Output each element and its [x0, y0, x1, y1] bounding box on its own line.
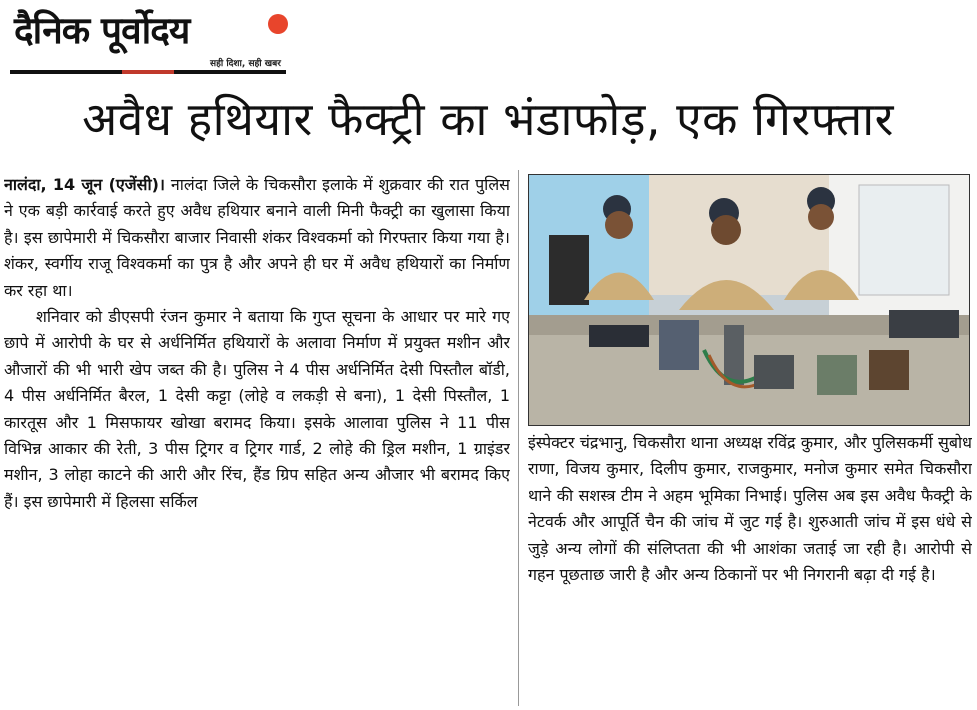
masthead-red-band — [122, 70, 174, 74]
newspaper-title: दैनिक पूर्वोदय — [14, 9, 190, 52]
police-press-photo — [529, 175, 969, 425]
article-column-right — [528, 430, 972, 706]
article-headline: अवैध हथियार फैक्ट्री का भंडाफोड़, एक गिरफ्तार — [82, 92, 894, 146]
column-divider — [518, 170, 519, 706]
masthead-sun-logo — [268, 14, 288, 34]
dateline: नालंदा, 14 जून (एजेंसी)। — [4, 175, 165, 194]
masthead — [10, 4, 286, 76]
article-column-left — [4, 172, 510, 706]
article-paragraph-3: इंस्पेक्टर चंद्रभानु, चिकसौरा थाना अध्यक्ष रविंद्र कुमार, और पुलिसकर्मी सुबोध राणा, विजय कुमार, दिलीप कुमार, राजकुमार, मनोज कुमार समेत चिकसौरा थाने की सशस्त्र टीम ने अहम भूमिका निभाई। पुलिस अब इस अवैध फैक्ट्री के नेटवर्क और आपूर्ति चैन की जांच में जुट गई है। शुरुआती जांच में इस धंधे से जुड़े अन्य लोगों की संलिप्तता की भी आशंका जताई जा रही है। आरोपी से गहन पूछताछ जारी है और अन्य ठिकानों पर भी निगरानी बढ़ा दी गई है। — [528, 433, 972, 585]
paragraph-1-text: नालंदा जिले के चिकसौरा इलाके में शुक्रवार की रात पुलिस ने एक बड़ी कार्रवाई करते हुए अवैध हथियार बनाने वाली मिनी फैक्ट्री का खुलासा किया है। इस छापेमारी में चिकसौरा बाजार निवासी शंकर विश्वकर्मा को गिरफ्तार किया गया है। शंकर, स्वर्गीय राजू विश्वकर्मा का पुत्र है और अपने ही घर में अवैध हथियारों का निर्माण कर रहा था। — [4, 175, 510, 300]
article-paragraph-1 — [4, 172, 510, 304]
newspaper-tagline: सही दिशा, सही खबर — [210, 59, 281, 69]
article-paragraph-2: शनिवार को डीएसपी रंजन कुमार ने बताया कि गुप्त सूचना के आधार पर मारे गए छापे में आरोपी के घर से अर्धनिर्मित हथियारों के अलावा निर्माण में प्रयुक्त मशीन और औजारों की भी भारी खेप जब्त की है। पुलिस ने 4 पीस अर्धनिर्मित देसी पिस्तौल बॉडी, 4 पीस अर्धनिर्मित बैरल, 1 देसी कट्टा (लोहे व लकड़ी से बना), 1 देसी पिस्तौल, 1 कारतूस और 1 मिसफायर खोखा बरामद किया। इसके आलावा पुलिस ने 11 पीस विभिन्न आकार की रेती, 3 पीस ट्रिगर व ट्रिगर गार्ड, 2 लोहे की ड्रिल मशीन, 1 ग्राइंडर मशीन, 3 लोहा काटने की आरी और रिंच, हैंड ग्रिप सहित अन्य औजार भी बरामद किए हैं। इस छापेमारी में हिलसा सर्किल — [4, 307, 510, 511]
news-photo — [528, 174, 970, 426]
